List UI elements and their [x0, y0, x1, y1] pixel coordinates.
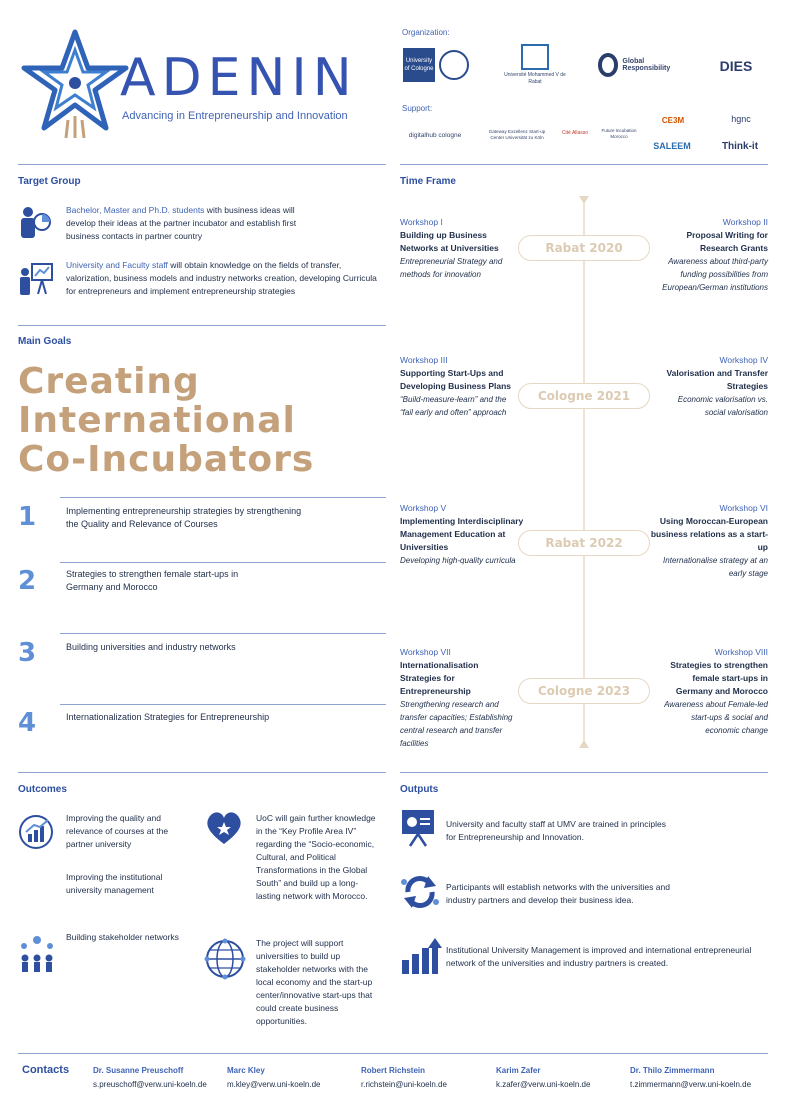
- output-text-1: University and faculty staff at UMV are trained in principles for Entrepreneurship and Innovation.: [446, 819, 666, 842]
- workshop-4: Workshop IV Valorisation and Transfer Strategies Economic valorisation vs. social valorisation: [666, 355, 768, 417]
- time-frame-title: Time Frame: [400, 176, 456, 187]
- contact-email-link[interactable]: r.richstein@uni-koeln.de: [361, 1080, 447, 1089]
- contact-email-link[interactable]: t.zimmermann@verw.uni-koeln.de: [630, 1080, 752, 1089]
- stakeholder-network-icon: [18, 934, 56, 974]
- output-text-2: Participants will establish networks with the universities and industry partners and develop their business idea.: [446, 882, 670, 905]
- contacts-title: Contacts: [22, 1064, 70, 1076]
- logo-think-it: Think-it: [721, 140, 759, 152]
- divider: [60, 497, 386, 498]
- outcome-text-2: Improving the institutional university management: [66, 872, 163, 895]
- workshop-6: Workshop VI Using Moroccan-European business relations as a start-up Internationalise strategy at an early stage: [650, 503, 768, 578]
- outcome-text-3: Building stakeholder networks: [66, 932, 179, 942]
- divider: [18, 772, 386, 773]
- rising-bars-icon: [400, 938, 442, 976]
- goal-text-1: Implementing entrepreneurship strategies by strengthening the Quality and Relevance of Courses: [66, 506, 302, 529]
- logo-future-incubation: Future Incubation Morocco: [601, 128, 637, 139]
- divider: [60, 633, 386, 634]
- contact-4: Karim Zafer k.zafer@verw.uni-koeln.de: [496, 1066, 591, 1089]
- logo-digitalhub: digitalhub cologne: [408, 131, 462, 139]
- divider: [400, 164, 768, 165]
- logo-ce3m: CE3M: [661, 115, 685, 125]
- contact-1: Dr. Susanne Preuschoff s.preuschoff@verw.uni-koeln.de: [93, 1066, 207, 1089]
- target-students-text: Bachelor, Master and Ph.D. students with business ideas will develop their ideas at the partner incubator and establish first business contacts in partner country: [66, 205, 297, 241]
- contact-3: Robert Richstein r.richstein@uni-koeln.de: [361, 1066, 447, 1089]
- logo-gateway: Gateway Exzellenz Start-up Center Universität zu Köln: [488, 129, 546, 140]
- workshop-5: Workshop V Implementing Interdisciplinary Management Education at Universities Developing high-quality curricula: [400, 503, 524, 565]
- heart-star-icon: [204, 810, 244, 846]
- goal-number-1: 1: [18, 502, 37, 532]
- divider: [400, 772, 768, 773]
- timeline-stop-1: Rabat 2020: [518, 235, 650, 261]
- contact-2: Marc Kley m.kley@verw.uni-koeln.de: [227, 1066, 321, 1089]
- contact-email-link[interactable]: m.kley@verw.uni-koeln.de: [227, 1080, 321, 1089]
- contact-email-link[interactable]: s.preuschoff@verw.uni-koeln.de: [93, 1080, 207, 1089]
- divider: [18, 325, 386, 326]
- divider: [60, 562, 386, 563]
- timeline-arrow-bottom-icon: [579, 740, 589, 748]
- globe-network-icon: [204, 938, 246, 980]
- logo-global-responsibility: Global Responsibility: [598, 48, 678, 82]
- growth-chart-icon: [18, 814, 54, 850]
- contact-5: Dr. Thilo Zimmermann t.zimmermann@verw.uni-koeln.de: [630, 1066, 752, 1089]
- goal-text-4: Internationalization Strategies for Entrepreneurship: [66, 712, 270, 722]
- timeline-stop-4: Cologne 2023: [518, 678, 650, 704]
- outputs-title: Outputs: [400, 784, 439, 795]
- goal-number-4: 4: [18, 708, 37, 738]
- brand-logo-mark: [20, 28, 130, 138]
- main-goals-title: Main Goals: [18, 336, 72, 347]
- brand-tagline: Advancing in Entrepreneurship and Innovation: [122, 110, 348, 122]
- contact-email-link[interactable]: k.zafer@verw.uni-koeln.de: [496, 1080, 591, 1089]
- timeline-arrow-top-icon: [579, 196, 589, 204]
- workshop-7: Workshop VII Internationalisation Strategies for Entrepreneurship Strengthening research and transfer capacities; Establishing central research and transfer facilities: [400, 647, 513, 748]
- outcome-text-1: Improving the quality and relevance of courses at the partner university: [66, 813, 169, 849]
- student-icon: [18, 206, 52, 240]
- goal-number-2: 2: [18, 566, 37, 596]
- divider: [60, 704, 386, 705]
- divider: [18, 1053, 768, 1054]
- workshop-3: Workshop III Supporting Start-Ups and Developing Business Plans “Build-measure-learn” and the “fail early and often” approach: [400, 355, 512, 417]
- logo-umv-rabat: Université Mohammed V de Rabat: [500, 42, 570, 88]
- outcome-text-4: UoC will gain further knowledge in the “Key Profile Area IV” regarding the “Socio-economic, Cultural, and Political Transformations in the Global South” and build up a long-lasting network with Morocco.: [256, 813, 376, 901]
- brand-name: ADENIN: [120, 48, 358, 108]
- workshop-1: Workshop I Building up Business Networks at Universities Entrepreneurial Strategy and methods for innovation: [400, 217, 503, 279]
- cycle-arrows-icon: [400, 872, 440, 912]
- goal-text-3: Building universities and industry networks: [66, 642, 236, 652]
- goal-text-2: Strategies to strengthen female start-ups in Germany and Morocco: [66, 569, 239, 592]
- logo-saleem: SALEEM: [653, 141, 691, 151]
- support-label: Support:: [402, 104, 433, 113]
- main-goals-headline: Creating International Co-Incubators: [18, 361, 315, 480]
- goal-number-3: 3: [18, 638, 37, 668]
- timeline-stop-3: Rabat 2022: [518, 530, 650, 556]
- presenter-icon: [18, 262, 54, 296]
- workshop-2: Workshop II Proposal Writing for Research Grants Awareness about third-party funding possibilities from European/German institutions: [662, 217, 768, 292]
- workshop-8: Workshop VIII Strategies to strengthen female start-ups in Germany and Morocco Awareness about Female-led start-ups & social and economic change: [664, 647, 768, 735]
- timeline-line: [583, 200, 585, 748]
- outcomes-title: Outcomes: [18, 784, 67, 795]
- output-text-3: Institutional University Management is improved and international entrepreneurial network of the universities and industry partners is created.: [446, 945, 752, 968]
- logo-university-of-cologne: University of Cologne: [402, 46, 470, 84]
- logo-cite-allasso: Cité Allasso: [561, 130, 589, 136]
- outcome-text-5: The project will support universities to build up stakeholder networks with the local economy and the start-up center/innovative start-ups that could create business opportunities.: [256, 938, 373, 1026]
- logo-hgnc: hgnc: [731, 114, 751, 124]
- divider: [18, 164, 386, 165]
- organization-label: Organization:: [402, 28, 450, 37]
- timeline-stop-2: Cologne 2021: [518, 383, 650, 409]
- target-staff-text: University and Faculty staff will obtain knowledge on the fields of transfer, valorization, business models and industry networks creation, developing Curricula for entrepreneurs and implement entrepreneurship strategies: [66, 260, 377, 296]
- presentation-board-icon: [400, 808, 436, 848]
- target-group-title: Target Group: [18, 176, 81, 187]
- logo-dies: DIES: [719, 58, 753, 74]
